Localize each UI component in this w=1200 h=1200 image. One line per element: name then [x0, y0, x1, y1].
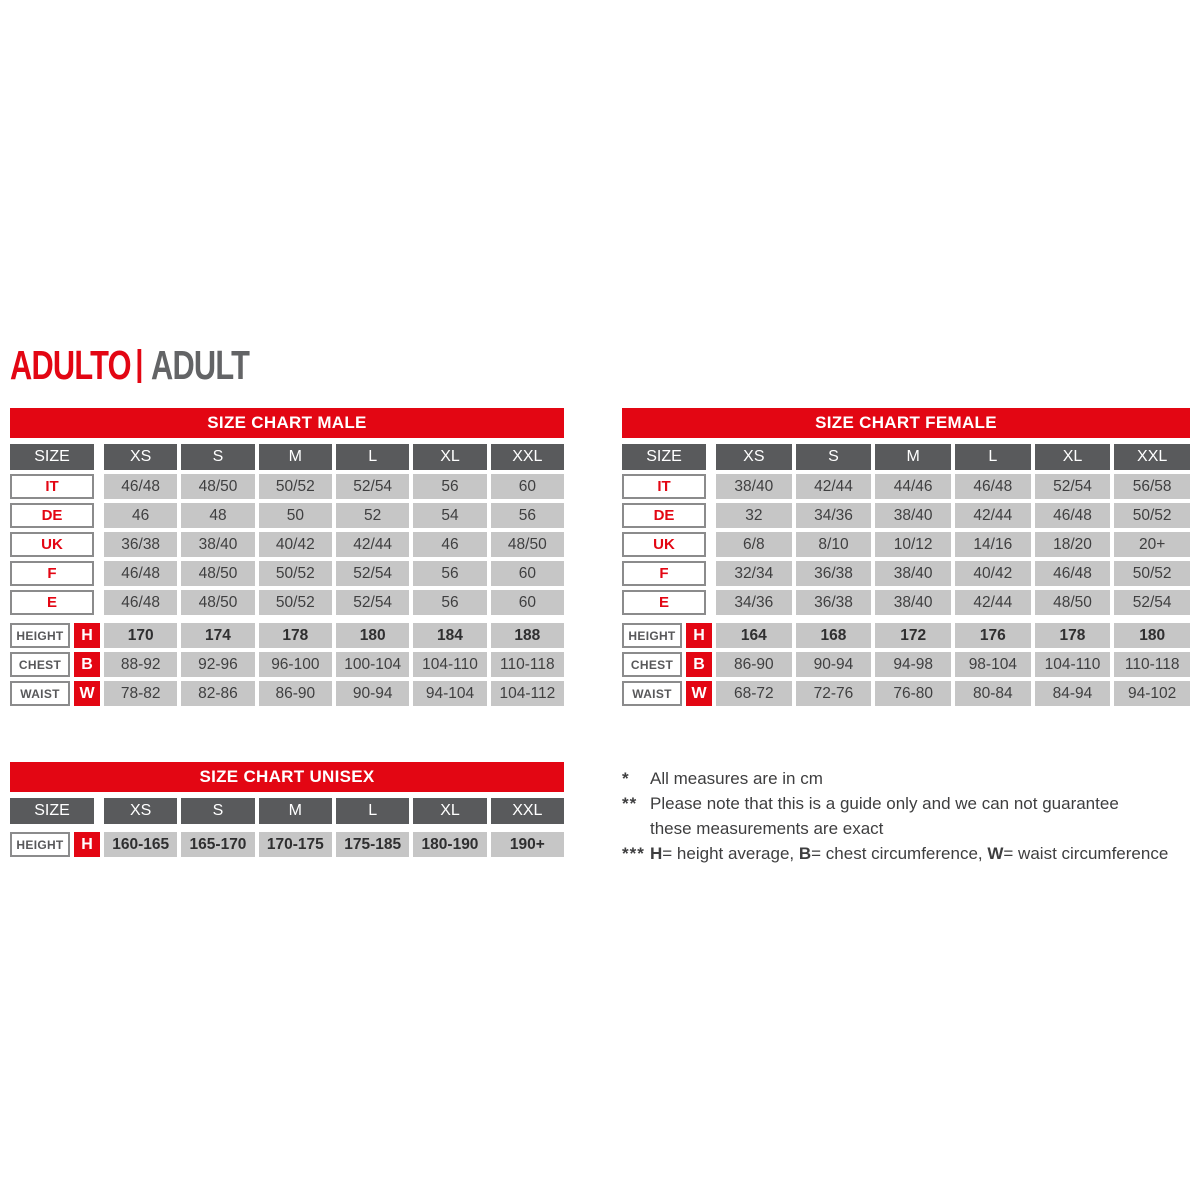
measure-cell: 104-112	[491, 681, 564, 706]
column-header-size: SIZE	[622, 444, 706, 470]
row-label-it: IT	[10, 474, 94, 499]
measure-label-height: HEIGHT	[622, 623, 682, 648]
size-cell: 60	[491, 561, 564, 586]
column-header-xl: XL	[1035, 444, 1111, 470]
column-header-s: S	[181, 798, 254, 824]
size-chart-female-table	[622, 408, 1190, 710]
measure-cell: 110-118	[491, 652, 564, 677]
measure-label-cell	[10, 832, 100, 857]
measure-cell: 170	[104, 623, 177, 648]
size-cell: 32	[716, 503, 792, 528]
size-cell: 50/52	[1114, 503, 1190, 528]
size-cell: 40/42	[259, 532, 332, 557]
measure-cell: 188	[491, 623, 564, 648]
measure-cell: 98-104	[955, 652, 1031, 677]
size-cell: 52	[336, 503, 409, 528]
measure-cell: 172	[875, 623, 951, 648]
footnotes	[622, 766, 1168, 866]
size-cell: 14/16	[955, 532, 1031, 557]
table-title-bar: SIZE CHART UNISEX	[10, 762, 564, 792]
column-header-xxl: XXL	[491, 798, 564, 824]
measure-cell: 78-82	[104, 681, 177, 706]
size-cell: 8/10	[796, 532, 872, 557]
size-row-de	[622, 503, 1190, 528]
measure-cell: 84-94	[1035, 681, 1111, 706]
size-cell: 48/50	[181, 474, 254, 499]
column-header-xxl: XXL	[491, 444, 564, 470]
page-title-inner	[10, 342, 250, 388]
measure-cell: 168	[796, 623, 872, 648]
size-cell: 36/38	[104, 532, 177, 557]
size-cell: 52/54	[336, 561, 409, 586]
size-cell: 36/38	[796, 561, 872, 586]
column-header-l: L	[336, 444, 409, 470]
measure-cell: 110-118	[1114, 652, 1190, 677]
table-title-bar: SIZE CHART MALE	[10, 408, 564, 438]
measure-cell: 174	[181, 623, 254, 648]
size-chart-male-table	[10, 408, 564, 710]
size-row-f	[622, 561, 1190, 586]
measure-cell: 175-185	[336, 832, 409, 857]
measure-letter-badge: H	[74, 623, 100, 648]
measure-label-cell	[622, 623, 712, 648]
size-cell: 48/50	[491, 532, 564, 557]
measure-label-chest: CHEST	[10, 652, 70, 677]
size-row-de	[10, 503, 564, 528]
size-cell: 36/38	[796, 590, 872, 615]
measure-label-chest: CHEST	[622, 652, 682, 677]
size-cell: 34/36	[796, 503, 872, 528]
legend-h: H	[650, 844, 663, 863]
size-cell: 38/40	[716, 474, 792, 499]
column-header-s: S	[181, 444, 254, 470]
measure-cell: 160-165	[104, 832, 177, 857]
title-adult: ADULT	[151, 342, 250, 388]
measure-cell: 68-72	[716, 681, 792, 706]
measure-label-cell	[10, 652, 100, 677]
measure-cell: 82-86	[181, 681, 254, 706]
measure-label-cell	[10, 681, 100, 706]
legend-h-text: = height average,	[662, 844, 799, 863]
size-cell: 50/52	[1114, 561, 1190, 586]
measure-cell: 178	[259, 623, 332, 648]
size-cell: 52/54	[1035, 474, 1111, 499]
measure-label-waist: WAIST	[622, 681, 682, 706]
legend-b: B	[798, 844, 812, 863]
size-cell: 48	[181, 503, 254, 528]
footnote-text: Please note that this is a guide only and we can not guarantee these measurements are exact	[650, 794, 1119, 838]
measure-cell: 86-90	[259, 681, 332, 706]
size-cell: 40/42	[955, 561, 1031, 586]
row-label-de: DE	[622, 503, 706, 528]
measure-cell: 96-100	[259, 652, 332, 677]
column-header-row	[10, 444, 564, 470]
measure-cell: 104-110	[413, 652, 486, 677]
size-cell: 54	[413, 503, 486, 528]
measure-label-cell	[622, 652, 712, 677]
size-cell: 52/54	[336, 590, 409, 615]
size-chart-unisex-table	[10, 762, 564, 866]
measure-cell: 184	[413, 623, 486, 648]
title-separator	[138, 349, 142, 383]
measure-cell: 100-104	[336, 652, 409, 677]
measure-cell: 104-110	[1035, 652, 1111, 677]
size-row-e	[10, 590, 564, 615]
size-cell: 38/40	[875, 561, 951, 586]
row-label-e: E	[622, 590, 706, 615]
size-cell: 38/40	[181, 532, 254, 557]
measure-row-chest	[622, 652, 1190, 677]
measure-label-height: HEIGHT	[10, 623, 70, 648]
size-cell: 56	[491, 503, 564, 528]
size-cell: 48/50	[181, 561, 254, 586]
size-cell: 60	[491, 590, 564, 615]
measure-letter-badge: W	[686, 681, 712, 706]
measure-cell: 180-190	[413, 832, 486, 857]
measure-row-chest	[10, 652, 564, 677]
size-cell: 50/52	[259, 474, 332, 499]
measure-cell: 180	[336, 623, 409, 648]
size-cell: 46	[104, 503, 177, 528]
size-cell: 20+	[1114, 532, 1190, 557]
size-cell: 42/44	[955, 590, 1031, 615]
footnote-marker: *	[622, 769, 630, 788]
footnote-marker: **	[622, 794, 638, 813]
measure-cell: 94-102	[1114, 681, 1190, 706]
measure-letter-badge: B	[686, 652, 712, 677]
size-row-uk	[622, 532, 1190, 557]
legend-w-text: = waist circumference	[1003, 844, 1169, 863]
size-cell: 46/48	[1035, 503, 1111, 528]
column-header-xs: XS	[104, 444, 177, 470]
size-cell: 56	[413, 590, 486, 615]
measure-cell: 170-175	[259, 832, 332, 857]
column-header-xs: XS	[716, 444, 792, 470]
footnote-text	[650, 841, 1168, 866]
size-cell: 48/50	[1035, 590, 1111, 615]
bottom-row	[10, 762, 1190, 866]
size-cell: 50/52	[259, 561, 332, 586]
measure-cell: 94-98	[875, 652, 951, 677]
measure-row-height	[10, 832, 564, 857]
row-label-de: DE	[10, 503, 94, 528]
row-label-e: E	[10, 590, 94, 615]
size-cell: 50	[259, 503, 332, 528]
size-cell: 34/36	[716, 590, 792, 615]
size-cell: 42/44	[955, 503, 1031, 528]
row-label-f: F	[622, 561, 706, 586]
column-header-xl: XL	[413, 444, 486, 470]
size-cell: 18/20	[1035, 532, 1111, 557]
row-label-uk: UK	[622, 532, 706, 557]
measure-row-waist	[10, 681, 564, 706]
size-cell: 44/46	[875, 474, 951, 499]
size-cell: 56	[413, 561, 486, 586]
measure-cell: 92-96	[181, 652, 254, 677]
footnote-measures-cm	[622, 766, 1168, 791]
size-row-e	[622, 590, 1190, 615]
legend-w: W	[987, 844, 1004, 863]
row-label-f: F	[10, 561, 94, 586]
measure-cell: 86-90	[716, 652, 792, 677]
measure-cell: 80-84	[955, 681, 1031, 706]
size-cell: 60	[491, 474, 564, 499]
size-row-it	[10, 474, 564, 499]
page-title	[10, 342, 1190, 388]
size-cell: 6/8	[716, 532, 792, 557]
footnote-guide-only	[622, 791, 1168, 841]
measure-cell: 90-94	[336, 681, 409, 706]
column-header-m: M	[259, 444, 332, 470]
size-cell: 38/40	[875, 590, 951, 615]
size-cell: 52/54	[1114, 590, 1190, 615]
measure-label-waist: WAIST	[10, 681, 70, 706]
size-cell: 46/48	[104, 474, 177, 499]
measure-letter-badge: B	[74, 652, 100, 677]
column-header-s: S	[796, 444, 872, 470]
measure-label-height: HEIGHT	[10, 832, 70, 857]
column-header-xs: XS	[104, 798, 177, 824]
size-cell: 46/48	[1035, 561, 1111, 586]
size-cell: 42/44	[796, 474, 872, 499]
measure-label-cell	[10, 623, 100, 648]
column-header-l: L	[336, 798, 409, 824]
charts-row	[10, 408, 1190, 710]
column-header-size: SIZE	[10, 798, 94, 824]
size-cell: 46/48	[955, 474, 1031, 499]
column-header-row	[622, 444, 1190, 470]
measure-row-height	[622, 623, 1190, 648]
measure-letter-badge: H	[686, 623, 712, 648]
size-cell: 10/12	[875, 532, 951, 557]
measure-cell: 180	[1114, 623, 1190, 648]
measure-cell: 72-76	[796, 681, 872, 706]
size-row-f	[10, 561, 564, 586]
measure-cell: 76-80	[875, 681, 951, 706]
column-header-m: M	[259, 798, 332, 824]
title-adulto: ADULTO	[10, 342, 131, 388]
column-header-m: M	[875, 444, 951, 470]
size-cell: 42/44	[336, 532, 409, 557]
size-cell: 46/48	[104, 561, 177, 586]
column-header-size: SIZE	[10, 444, 94, 470]
column-header-row	[10, 798, 564, 824]
measure-row-height	[10, 623, 564, 648]
size-row-uk	[10, 532, 564, 557]
legend-b-text: = chest circumference,	[811, 844, 988, 863]
column-header-l: L	[955, 444, 1031, 470]
measure-cell: 178	[1035, 623, 1111, 648]
size-cell: 46/48	[104, 590, 177, 615]
size-cell: 52/54	[336, 474, 409, 499]
size-cell: 50/52	[259, 590, 332, 615]
row-label-uk: UK	[10, 532, 94, 557]
measure-cell: 165-170	[181, 832, 254, 857]
size-row-it	[622, 474, 1190, 499]
size-cell: 38/40	[875, 503, 951, 528]
size-cell: 46	[413, 532, 486, 557]
measure-label-cell	[622, 681, 712, 706]
row-label-it: IT	[622, 474, 706, 499]
size-cell: 56/58	[1114, 474, 1190, 499]
measure-cell: 176	[955, 623, 1031, 648]
measure-row-waist	[622, 681, 1190, 706]
measure-letter-badge: W	[74, 681, 100, 706]
column-header-xxl: XXL	[1114, 444, 1190, 470]
measure-cell: 94-104	[413, 681, 486, 706]
measure-cell: 90-94	[796, 652, 872, 677]
measure-letter-badge: H	[74, 832, 100, 857]
measure-cell: 164	[716, 623, 792, 648]
measure-cell: 190+	[491, 832, 564, 857]
measure-cell: 88-92	[104, 652, 177, 677]
footnote-text: All measures are in cm	[650, 769, 823, 788]
footnote-marker: ***	[622, 844, 645, 863]
size-cell: 32/34	[716, 561, 792, 586]
footnote-legend	[622, 841, 1168, 866]
column-header-xl: XL	[413, 798, 486, 824]
size-cell: 56	[413, 474, 486, 499]
table-title-bar: SIZE CHART FEMALE	[622, 408, 1190, 438]
size-cell: 48/50	[181, 590, 254, 615]
